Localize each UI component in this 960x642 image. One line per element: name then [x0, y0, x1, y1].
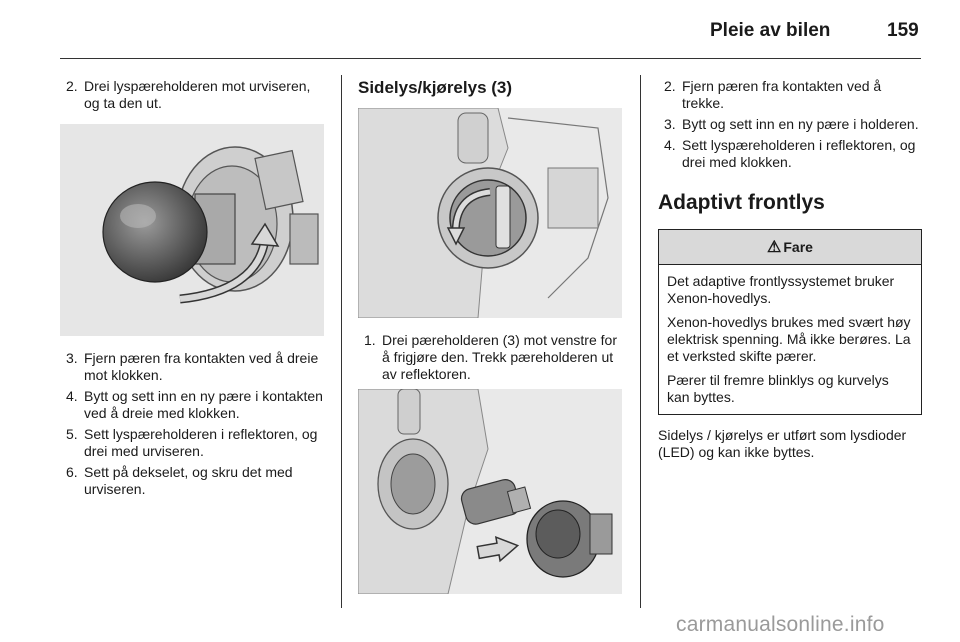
step-text: Bytt og sett inn en ny pære i kontakten ved å dreie med klokken. [84, 388, 323, 421]
column-divider-2 [640, 75, 641, 608]
instruction-step [658, 137, 922, 171]
instruction-step [60, 426, 324, 460]
bulb-removal-illustration [358, 389, 622, 594]
warning-paragraph: Det adaptive frontlyssystemet bruker Xenon-hovedlys. [667, 273, 895, 306]
step-number: 3. [66, 350, 78, 366]
warning-paragraph: Xenon-hovedlys brukes med svært høy elektrisk spenning. Må ikke berøres. La et verksted skifte pærer. [667, 314, 911, 364]
instruction-step [60, 350, 324, 384]
warning-body [659, 265, 921, 414]
instruction-step [358, 332, 622, 383]
watermark-text: carmanualsonline.info [676, 613, 885, 636]
step-text: Bytt og sett inn en ny pære i holderen. [682, 116, 919, 132]
instruction-step [60, 464, 324, 498]
step-number: 5. [66, 426, 78, 442]
step-number: 6. [66, 464, 78, 480]
column-right [658, 78, 922, 461]
step-text: Fjern pæren fra kontakten ved å trekke. [682, 78, 882, 111]
step-number: 4. [664, 137, 676, 153]
step-number: 2. [664, 78, 676, 94]
warning-triangle-icon: ⚠ [767, 238, 782, 256]
instruction-step [60, 388, 324, 422]
step-text: Sett lyspæreholderen i reflektoren, og drei med klokken. [682, 137, 916, 170]
section-heading: Sidelys/kjørelys (3) [358, 78, 513, 97]
step-number: 3. [664, 116, 676, 132]
instruction-steps-list [60, 350, 324, 498]
warning-box [658, 229, 922, 415]
bulb-removal-drawing [358, 389, 622, 594]
step-number: 1. [364, 332, 376, 348]
instruction-step [658, 116, 922, 133]
step-number: 2. [66, 78, 78, 94]
headlamp-rear-illustration [358, 108, 622, 318]
column-divider-1 [341, 75, 342, 608]
step-text: Sett på dekselet, og skru det med urviseren. [84, 464, 293, 497]
bulb-holder-drawing [60, 124, 324, 336]
body-paragraph: Sidelys / kjørelys er utført som lysdioder (LED) og kan ikke byttes. [658, 427, 907, 460]
step-text: Drei pæreholderen (3) mot venstre for å frigjøre den. Trekk pæreholderen ut av reflektoren. [382, 332, 617, 382]
instruction-step [658, 78, 922, 112]
step-text: Fjern pæren fra kontakten ved å dreie mot klokken. [84, 350, 319, 383]
bulb-holder-illustration [60, 124, 324, 336]
page-header-title: Pleie av bilen [710, 20, 831, 41]
step-text: Sett lyspæreholderen i reflektoren, og drei med urviseren. [84, 426, 318, 459]
headlamp-rear-drawing [358, 108, 622, 318]
instruction-step [60, 78, 324, 112]
warning-header [659, 230, 921, 265]
page-number: 159 [887, 20, 919, 41]
step-number: 4. [66, 388, 78, 404]
section-heading: Adaptivt frontlys [658, 191, 825, 214]
column-middle [358, 78, 622, 594]
header-divider [60, 58, 921, 59]
step-text: Drei lyspæreholderen mot urviseren, og ta den ut. [84, 78, 311, 111]
warning-paragraph: Pærer til fremre blinklys og kurvelys kan byttes. [667, 372, 889, 405]
warning-title: Fare [783, 238, 813, 255]
column-left [60, 78, 324, 502]
